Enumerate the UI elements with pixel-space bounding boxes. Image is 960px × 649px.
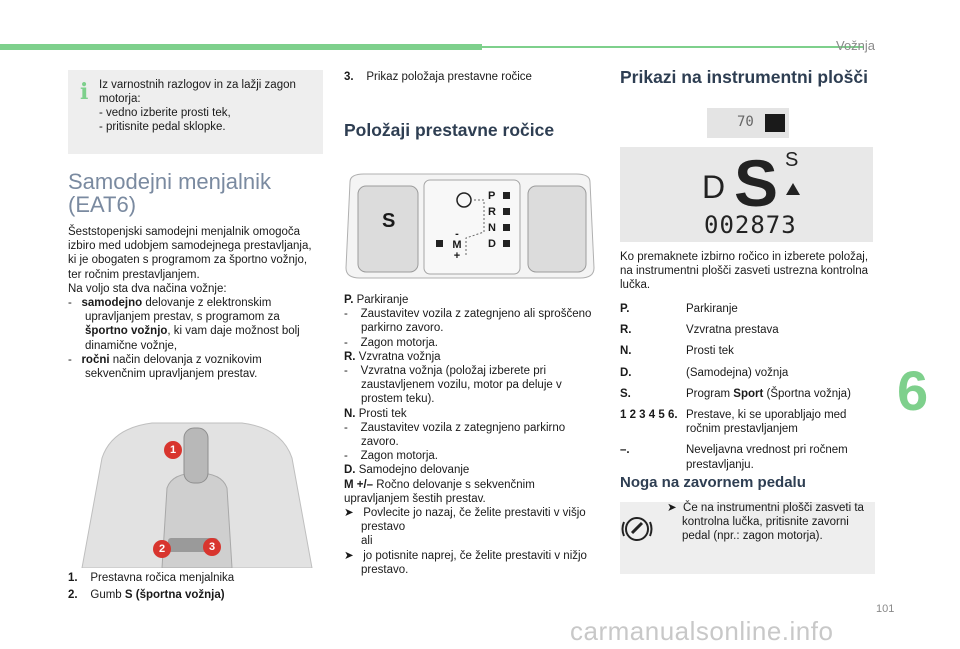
header-accent-line <box>482 46 864 48</box>
watermark: carmanualsonline.info <box>570 616 834 646</box>
callout-2: 2 <box>153 540 171 558</box>
position-p-item: - Zaustavitev vozila z zategnjeno ali sproščeno parkirno zavoro. <box>344 308 592 335</box>
position-n: N. Prosti tek <box>344 407 407 420</box>
figure-captions <box>68 571 322 602</box>
cluster-small-block <box>765 114 785 132</box>
definition-row: –. Neveljavna vrednost pri ročnem prestavljanju. <box>620 444 848 471</box>
caption-3: 3. Prikaz položaja prestavne ročice <box>344 71 532 83</box>
position-m-item: ➤ Povlecite jo nazaj, če želite prestaviti v višjo prestavo <box>344 507 586 534</box>
callout-1: 1 <box>164 441 182 459</box>
cluster-intro: Ko premaknete izbirno ročico in izberete položaj, na instrumentni plošči zasveti ustrezna kontrolna lučka. <box>620 251 869 292</box>
position-n-item: - Zagon motorja. <box>344 450 438 463</box>
position-m: M +/– Ročno delovanje s sekvenčnim upravljanjem šestih prestav. <box>344 478 535 505</box>
cluster-small-value: 70 <box>737 114 754 130</box>
info-line: Iz varnostnih razlogov in za lažji zagon motorja: <box>99 79 296 105</box>
info-text <box>91 78 316 134</box>
caption-1: 1. Prestavna ročica menjalnika <box>68 572 235 584</box>
intro-paragraph: Šeststopenjski samodejni menjalnik omogoča izbiro med udobjem samodejnega prestavljanja, ki je obogaten s programom za športno vožnjo, ter ročnim prestavljanjem. <box>68 226 312 281</box>
lever-s-label: S <box>382 210 396 232</box>
position-p: P. Parkiranje <box>344 294 409 306</box>
position-p-item: - Zagon motorja. <box>344 336 438 349</box>
page-title-line1: Samodejni menjalnik <box>68 169 271 194</box>
page-title-line2: (EAT6) <box>68 192 137 217</box>
brake-text: ➤ Če na instrumentni plošči zasveti ta kontrolna lučka, pritisnite zavorni pedal (npr.: zagon motorja). <box>667 502 864 543</box>
position-d: D. Samodejno delovanje <box>344 464 470 477</box>
section-title-cluster: Prikazi na instrumentni plošči <box>620 67 868 87</box>
info-icon: i <box>80 79 89 105</box>
cluster-small-display <box>707 108 789 138</box>
lever-positions: P R N D <box>488 190 496 250</box>
header-accent-bar <box>0 44 482 50</box>
info-item: - vedno izberite prosti tek, <box>99 107 231 119</box>
brake-pedal-icon <box>620 514 654 549</box>
definition-row: P. Parkiranje <box>620 303 738 315</box>
definition-row: N. Prosti tek <box>620 345 734 358</box>
lever-manual-labels: - M + <box>452 228 462 262</box>
caption-2: 2. Gumb S (športna vožnja) <box>68 589 225 602</box>
position-n-item: - Zaustavitev vozila z zategnjeno parkirno zavoro. <box>344 421 566 449</box>
cluster-odometer: 002873 <box>704 211 797 239</box>
info-item: - pritisnite pedal sklopke. <box>99 121 226 133</box>
header-section-title: Vožnja <box>836 38 876 53</box>
callout-3: 3 <box>203 538 221 556</box>
section-title-brake: Noga na zavornem pedalu <box>620 474 806 491</box>
page-number: 101 <box>876 603 895 615</box>
triangle-icon <box>786 183 800 195</box>
cluster-gear-display <box>620 147 873 242</box>
position-m-or: ali <box>361 535 373 548</box>
definition-row: S. Program Sport (Športna vožnja) <box>620 387 851 400</box>
definition-row: D. (Samodejna) vožnja <box>620 366 789 379</box>
page-title <box>68 170 271 216</box>
section-title-lever: Položaji prestavne ročice <box>344 120 555 140</box>
position-r-item: - Vzvratna vožnja (položaj izberete pri zaustavljenem vozilu, motor pa deluje v prostem teku). <box>344 365 562 406</box>
lever-positions-description <box>344 293 599 577</box>
brake-info-box <box>620 502 875 574</box>
chapter-number: 6 <box>897 359 929 422</box>
position-m-item: ➤ jo potisnite naprej, če želite prestaviti v nižjo prestavo. <box>344 549 587 576</box>
definition-row: 1 2 3 4 5 6. Prestave, ki se uporabljajo med ročnim prestavljanjem <box>620 409 847 436</box>
definition-row: R. Vzvratna prestava <box>620 324 779 337</box>
mode-item-manual: - ročni način delovanja z voznikovim sekvenčnim upravljanjem prestav. <box>68 353 262 381</box>
intro-text <box>68 225 322 381</box>
cluster-definitions <box>620 302 875 472</box>
cluster-big-s: S <box>734 146 779 220</box>
position-r: R. Vzvratna vožnja <box>344 350 441 363</box>
cluster-gear-letter: D <box>702 169 726 205</box>
mode-item-automatic: - samodejno delovanje z elektronskim upravljanjem prestav, s programom za športno vožnjo, ki vam daje možnost bolj dinamične vožnje, <box>68 297 300 352</box>
cluster-small-s: S <box>785 149 799 171</box>
modes-intro: Na voljo sta dva načina vožnje: <box>68 282 227 295</box>
gearbox-console-illustration <box>72 418 322 568</box>
